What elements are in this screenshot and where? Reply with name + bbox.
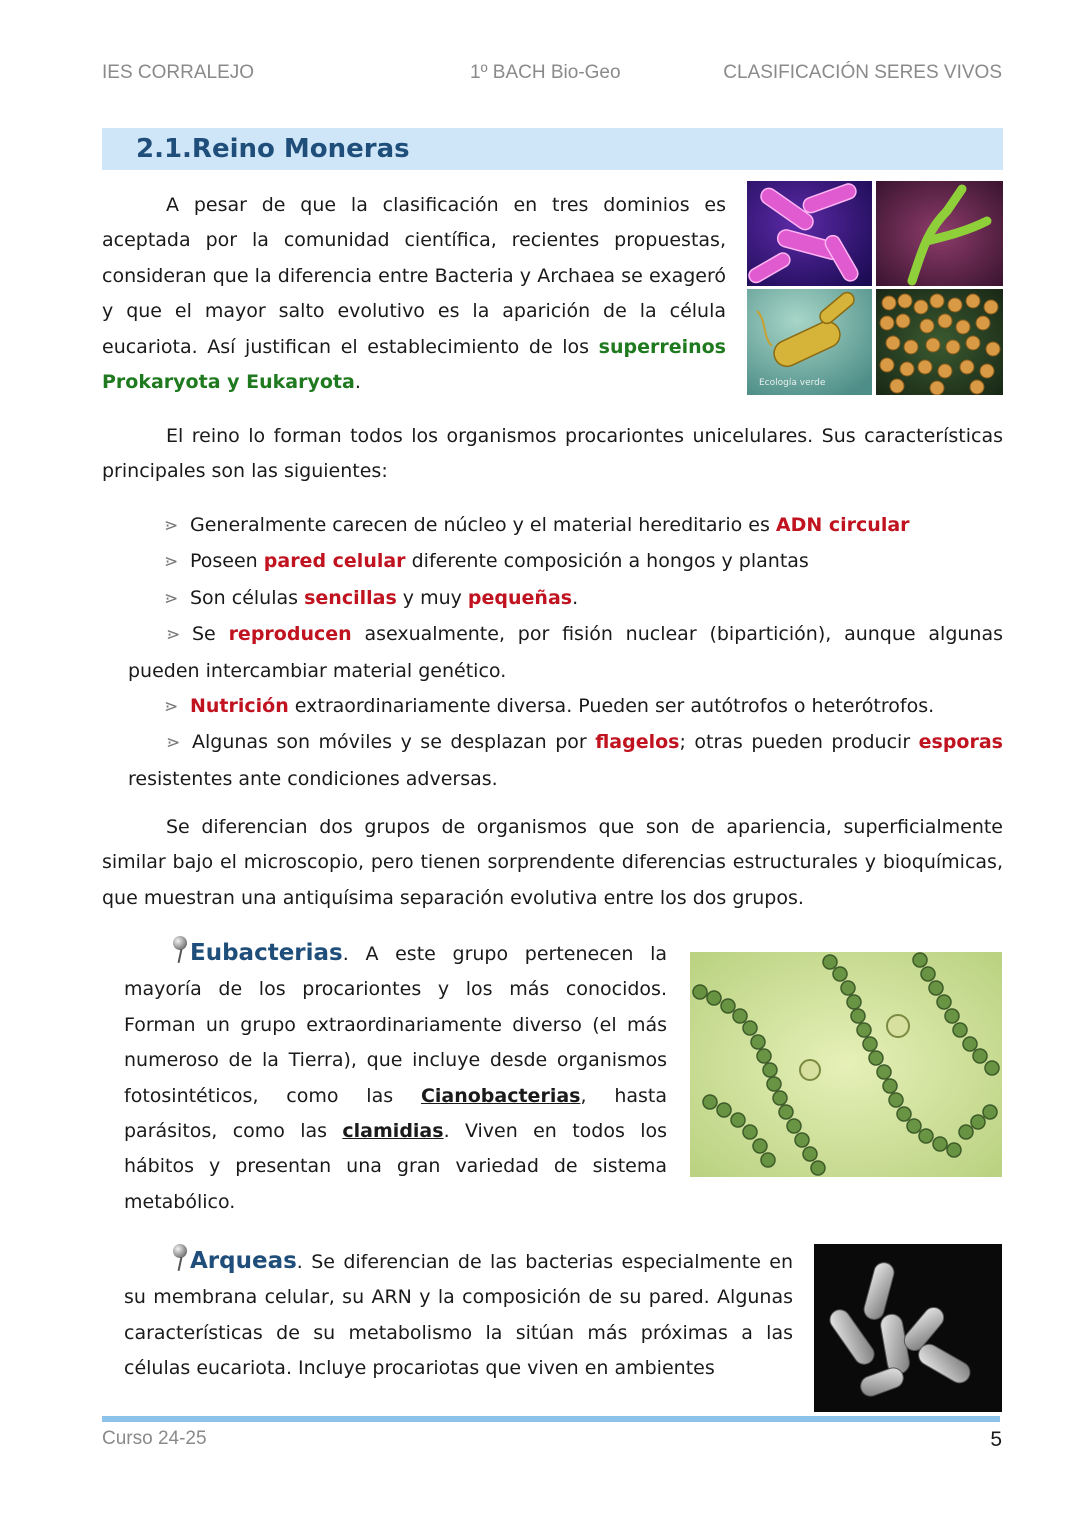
archaea-graphic <box>814 1244 1002 1412</box>
section-title: 2.1.Reino Moneras <box>136 134 410 164</box>
list-item: ⋗ Poseen pared celular diferente composición a hongos y plantas <box>164 544 1003 580</box>
characteristics-list <box>102 508 1003 797</box>
archaea-micrograph <box>814 1244 1002 1412</box>
header-school: IES CORRALEJO <box>102 62 255 83</box>
eubacterias-term: Eubacterias <box>190 940 343 966</box>
arqueas-term: Arqueas <box>190 1248 297 1274</box>
footer-divider <box>102 1416 1000 1422</box>
cyanobacteria-graphic <box>690 952 1002 1177</box>
eubacterias-paragraph: Eubacterias. A este grupo pertenecen la mayoría de los procariontes y los más conocidos. Forman un grupo extraordinariamente diverso (el más numeroso de la Tierra), que incluye desde organismos fotosintéticos, como las Cianobacterias, hasta parásitos, como las clamidias. Viven en todos los hábitos y presentan una gran variedad de sistema metabólico. <box>124 936 667 1220</box>
intro-highlight: superreinos Prokaryota y Eukaryota <box>102 335 726 394</box>
intro-paragraph <box>102 188 726 400</box>
cyanobacteria-image <box>690 952 1002 1177</box>
cianobacterias-link: Cianobacterias <box>420 1084 581 1107</box>
arrow-icon: ⋗ <box>164 697 179 718</box>
footer-course: Curso 24-25 <box>102 1428 207 1449</box>
header-topic: CLASIFICACIÓN SERES VIVOS <box>723 62 1002 83</box>
intro-end: . <box>354 371 361 394</box>
list-item: ⋗ Se reproducen asexualmente, por fisión nuclear (bipartición), aunque algunas pueden intercambiar material genético. <box>128 617 1003 689</box>
collage-watermark: Ecología verde <box>759 378 826 388</box>
intro-text: A pesar de que la clasificación en tres dominios es aceptada por la comunidad científica, recientes propuestas, consideran que la diferencia entre Bacteria y Archaea se exageró y que el mayor salto evolutivo es la aparición de la célula eucariota. Así justifican el establecimiento de los <box>102 194 726 358</box>
arrow-icon: ⋗ <box>166 733 181 754</box>
reino-text: El reino lo forman todos los organismos procariontes unicelulares. Sus características principales son las siguientes: <box>102 425 1003 483</box>
page-number: 5 <box>990 1428 1002 1451</box>
list-item: ⋗ Nutrición extraordinariamente diversa. Pueden ser autótrofos o heterótrofos. <box>164 689 1003 725</box>
pushpin-icon <box>170 1244 190 1272</box>
arrow-icon: ⋗ <box>164 588 179 609</box>
list-item: ⋗ Son células sencillas y muy pequeñas. <box>164 581 1003 617</box>
header-course: 1º BACH Bio-Geo <box>470 62 621 83</box>
bacteria-collage <box>747 181 1003 395</box>
list-item: ⋗ Algunas son móviles y se desplazan por flagelos; otras pueden producir esporas resistentes ante condiciones adversas. <box>128 725 1003 797</box>
reino-paragraph <box>102 419 1003 490</box>
arrow-icon: ⋗ <box>166 625 181 646</box>
arrow-icon: ⋗ <box>164 552 179 573</box>
list-item: ⋗ Generalmente carecen de núcleo y el material hereditario es ADN circular <box>164 508 1003 544</box>
section-title-bar <box>102 128 1003 170</box>
bacteria-collage-graphic <box>747 181 1003 395</box>
arrow-icon: ⋗ <box>164 516 179 536</box>
arqueas-paragraph: Arqueas. Se diferencian de las bacterias especialmente en su membrana celular, su ARN y la composición de su pared. Algunas características de su metabolismo la sitúan más próximas a las células eucariota. Incluye procariotas que viven en ambientes <box>124 1244 793 1387</box>
clamidias-link: clamidias <box>342 1120 444 1143</box>
groups-paragraph <box>102 810 1003 916</box>
pushpin-icon <box>170 936 190 964</box>
groups-text: Se diferencian dos grupos de organismos que son de apariencia, superficialmente similar bajo el microscopio, pero tienen sorprendente diferencias estructurales y bioquímicas, que muestran una antiquísima separación evolutiva entre los dos grupos. <box>102 816 1003 909</box>
